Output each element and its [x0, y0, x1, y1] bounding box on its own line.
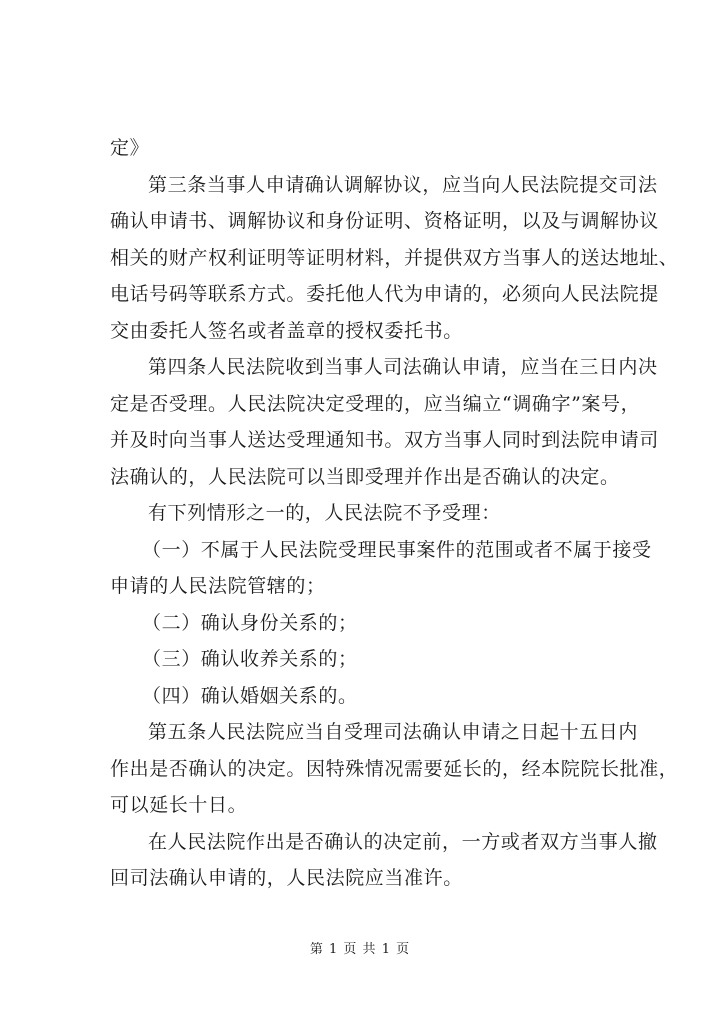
text-line-13: 申请的人民法院管辖的； [110, 575, 326, 597]
text-line-16: （四）确认婚姻关系的。 [142, 684, 358, 707]
text-line-5: 电话号码等联系方式。委托他人代为申请的，必须向人民法院提 [110, 283, 659, 305]
text-line-19: 可以延长十日。 [110, 794, 248, 816]
text-line-7: 第四条人民法院收到当事人司法确认申请，应当在三日内决 [148, 356, 658, 378]
text-line-6: 交由委托人签名或者盖章的授权委托书。 [110, 319, 463, 342]
text-line-11: 有下列情形之一的，人民法院不予受理： [148, 502, 501, 524]
text-line-9: 并及时向当事人送达受理通知书。双方当事人同时到法院申请司 [110, 429, 659, 451]
text-line-4: 相关的财产权利证明等证明材料，并提供双方当事人的送达地址、 [110, 246, 679, 269]
text-line-8: 定是否受理。人民法院决定受理的，应当编立“调确字”案号， [110, 392, 641, 415]
text-line-2: 第三条当事人申请确认调解协议，应当向人民法院提交司法 [148, 173, 658, 196]
text-line-21: 回司法确认申请的，人民法院应当准许。 [110, 867, 463, 889]
text-line-1: 定》 [110, 137, 150, 159]
text-line-20: 在人民法院作出是否确认的决定前，一方或者双方当事人撤 [148, 830, 658, 853]
text-line-17: 第五条人民法院应当自受理司法确认申请之日起十五日内 [148, 721, 639, 743]
text-line-14: （二）确认身份关系的； [142, 611, 358, 634]
text-line-18: 作出是否确认的决定。因特殊情况需要延长的，经本院院长批准， [110, 757, 679, 780]
text-line-10: 法确认的，人民法院可以当即受理并作出是否确认的决定。 [110, 465, 620, 488]
text-line-12: （一）不属于人民法院受理民事案件的范围或者不属于接受 [142, 538, 652, 561]
text-line-15: （三）确认收养关系的； [142, 648, 358, 670]
document-body [110, 130, 679, 897]
page-number-footer: 第 1 页 共 1 页 [309, 942, 411, 957]
text-line-3: 确认申请书、调解协议和身份证明、资格证明，以及与调解协议 [110, 210, 659, 232]
